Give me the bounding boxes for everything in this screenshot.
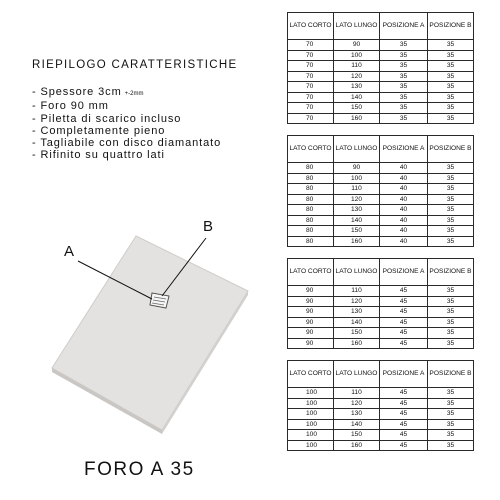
- table-row: [288, 307, 474, 318]
- table-cell: 150: [334, 328, 380, 339]
- table-cell: 100: [288, 430, 334, 441]
- table-cell: 110: [334, 286, 380, 297]
- table-cell: 90: [288, 307, 334, 318]
- dimension-label-b: B: [203, 218, 214, 235]
- table-cell: 45: [380, 338, 428, 349]
- table-cell: 35: [428, 194, 474, 205]
- column-header: LATO LUNGO: [334, 361, 380, 388]
- table-cell: 35: [428, 215, 474, 226]
- table-header-row: [288, 13, 474, 40]
- table-cell: 45: [380, 286, 428, 297]
- table-cell: 45: [380, 409, 428, 420]
- table-cell: 90: [288, 296, 334, 307]
- drain-grate-icon: [150, 293, 169, 308]
- column-header: LATO CORTO: [288, 13, 334, 40]
- column-header: POSIZIONE B: [428, 259, 474, 286]
- table-row: [288, 205, 474, 216]
- table-row: [288, 50, 474, 61]
- table-cell: 120: [334, 398, 380, 409]
- feature-text: - Completamente pieno: [32, 124, 166, 137]
- column-header: POSIZIONE A: [380, 136, 428, 163]
- table-header-row: [288, 136, 474, 163]
- table-row: [288, 338, 474, 349]
- table-cell: 100: [334, 50, 380, 61]
- table-cell: 35: [428, 163, 474, 174]
- feature-tolerance: +-2mm: [124, 91, 144, 97]
- spec-table: [287, 258, 474, 349]
- table-row: [288, 440, 474, 451]
- table-cell: 140: [334, 317, 380, 328]
- feature-text: - Tagliabile con disco diamantato: [32, 137, 222, 150]
- table-cell: 160: [334, 113, 380, 124]
- table-cell: 110: [334, 61, 380, 72]
- table-cell: 130: [334, 307, 380, 318]
- table-row: [288, 226, 474, 237]
- table-row: [288, 82, 474, 93]
- table-cell: 70: [288, 40, 334, 51]
- column-header: LATO LUNGO: [334, 259, 380, 286]
- table-cell: 70: [288, 71, 334, 82]
- table-cell: 35: [428, 226, 474, 237]
- table-cell: 140: [334, 215, 380, 226]
- table-cell: 35: [428, 338, 474, 349]
- table-cell: 80: [288, 173, 334, 184]
- table-cell: 120: [334, 296, 380, 307]
- table-cell: 45: [380, 419, 428, 430]
- table-row: [288, 103, 474, 114]
- table-cell: 35: [428, 317, 474, 328]
- table-cell: 35: [428, 328, 474, 339]
- spec-table: [287, 360, 474, 451]
- table-cell: 100: [334, 173, 380, 184]
- table-cell: 80: [288, 215, 334, 226]
- table-cell: 35: [428, 419, 474, 430]
- table-cell: 35: [428, 409, 474, 420]
- table-cell: 45: [380, 317, 428, 328]
- table-cell: 45: [380, 398, 428, 409]
- table-cell: 130: [334, 82, 380, 93]
- table-header-row: [288, 361, 474, 388]
- table-cell: 40: [380, 163, 428, 174]
- table-cell: 40: [380, 215, 428, 226]
- table-cell: 35: [380, 50, 428, 61]
- column-header: POSIZIONE B: [428, 136, 474, 163]
- table-row: [288, 163, 474, 174]
- table-cell: 140: [334, 92, 380, 103]
- dimension-tables: [287, 12, 473, 462]
- tray-top-surface: [52, 236, 248, 430]
- table-row: [288, 71, 474, 82]
- table-cell: 110: [334, 388, 380, 399]
- table-cell: 70: [288, 82, 334, 93]
- table-cell: 70: [288, 103, 334, 114]
- table-cell: 35: [428, 40, 474, 51]
- table-cell: 70: [288, 50, 334, 61]
- table-cell: 35: [380, 40, 428, 51]
- table-cell: 90: [288, 328, 334, 339]
- table-cell: 35: [428, 388, 474, 399]
- table-cell: 35: [428, 82, 474, 93]
- table-cell: 40: [380, 226, 428, 237]
- table-cell: 100: [288, 409, 334, 420]
- table-cell: 160: [334, 440, 380, 451]
- table-cell: 35: [428, 430, 474, 441]
- table-cell: 45: [380, 296, 428, 307]
- table-cell: 35: [428, 61, 474, 72]
- table-cell: 35: [428, 236, 474, 247]
- table-cell: 35: [428, 205, 474, 216]
- column-header: LATO LUNGO: [334, 13, 380, 40]
- table-cell: 40: [380, 184, 428, 195]
- table-cell: 70: [288, 92, 334, 103]
- table-cell: 35: [380, 82, 428, 93]
- table-cell: 160: [334, 236, 380, 247]
- summary-title: RIEPILOGO CARATTERISTICHE: [32, 59, 238, 71]
- table-cell: 140: [334, 419, 380, 430]
- table-cell: 35: [428, 173, 474, 184]
- table-cell: 40: [380, 236, 428, 247]
- table-cell: 35: [428, 296, 474, 307]
- drain-position-caption: FORO A 35: [84, 459, 195, 480]
- table-cell: 80: [288, 184, 334, 195]
- table-cell: 120: [334, 71, 380, 82]
- table-cell: 100: [288, 419, 334, 430]
- column-header: POSIZIONE A: [380, 13, 428, 40]
- table-cell: 70: [288, 61, 334, 72]
- table-cell: 40: [380, 194, 428, 205]
- table-cell: 150: [334, 103, 380, 114]
- column-header: LATO CORTO: [288, 136, 334, 163]
- table-cell: 80: [288, 163, 334, 174]
- table-cell: 80: [288, 205, 334, 216]
- table-cell: 35: [380, 103, 428, 114]
- table-cell: 80: [288, 194, 334, 205]
- table-cell: 35: [380, 61, 428, 72]
- table-cell: 100: [288, 398, 334, 409]
- column-header: POSIZIONE A: [380, 259, 428, 286]
- column-header: POSIZIONE B: [428, 13, 474, 40]
- table-cell: 35: [380, 113, 428, 124]
- table-row: [288, 328, 474, 339]
- feature-text: - Piletta di scarico incluso: [32, 112, 182, 125]
- table-cell: 35: [428, 92, 474, 103]
- table-cell: 35: [428, 286, 474, 297]
- column-header: POSIZIONE B: [428, 361, 474, 388]
- table-cell: 35: [428, 71, 474, 82]
- table-row: [288, 409, 474, 420]
- table-row: [288, 92, 474, 103]
- table-cell: 90: [288, 286, 334, 297]
- table-row: [288, 286, 474, 297]
- table-cell: 70: [288, 113, 334, 124]
- table-row: [288, 113, 474, 124]
- table-row: [288, 184, 474, 195]
- table-row: [288, 236, 474, 247]
- table-cell: 45: [380, 388, 428, 399]
- feature-text: - Foro 90 mm: [32, 100, 109, 113]
- feature-text: - Rifinito su quattro lati: [32, 149, 165, 162]
- table-row: [288, 388, 474, 399]
- table-cell: 35: [428, 184, 474, 195]
- table-cell: 80: [288, 226, 334, 237]
- table-cell: 150: [334, 226, 380, 237]
- table-row: [288, 40, 474, 51]
- table-header-row: [288, 259, 474, 286]
- table-cell: 45: [380, 440, 428, 451]
- table-row: [288, 173, 474, 184]
- table-row: [288, 398, 474, 409]
- table-cell: 45: [380, 307, 428, 318]
- column-header: LATO LUNGO: [334, 136, 380, 163]
- table-row: [288, 61, 474, 72]
- table-cell: 150: [334, 430, 380, 441]
- table-cell: 90: [334, 40, 380, 51]
- table-row: [288, 296, 474, 307]
- spec-table: [287, 12, 474, 124]
- table-cell: 35: [428, 103, 474, 114]
- table-cell: 35: [428, 440, 474, 451]
- table-cell: 35: [428, 307, 474, 318]
- column-header: LATO CORTO: [288, 361, 334, 388]
- column-header: POSIZIONE A: [380, 361, 428, 388]
- table-cell: 130: [334, 205, 380, 216]
- table-cell: 45: [380, 430, 428, 441]
- table-cell: 40: [380, 205, 428, 216]
- table-cell: 35: [428, 113, 474, 124]
- table-row: [288, 430, 474, 441]
- table-row: [288, 194, 474, 205]
- column-header: LATO CORTO: [288, 259, 334, 286]
- table-cell: 90: [288, 338, 334, 349]
- table-cell: 45: [380, 328, 428, 339]
- feature-text: - Spessore 3cm: [32, 86, 122, 98]
- table-row: [288, 419, 474, 430]
- table-cell: 35: [380, 92, 428, 103]
- table-cell: 35: [380, 71, 428, 82]
- table-cell: 100: [288, 388, 334, 399]
- dimension-label-a: A: [64, 243, 75, 260]
- table-row: [288, 215, 474, 226]
- table-cell: 90: [334, 163, 380, 174]
- table-cell: 160: [334, 338, 380, 349]
- table-cell: 130: [334, 409, 380, 420]
- table-cell: 110: [334, 184, 380, 195]
- table-cell: 100: [288, 440, 334, 451]
- table-cell: 35: [428, 398, 474, 409]
- table-cell: 80: [288, 236, 334, 247]
- table-cell: 35: [428, 50, 474, 61]
- table-row: [288, 317, 474, 328]
- table-cell: 40: [380, 173, 428, 184]
- table-cell: 120: [334, 194, 380, 205]
- spec-table: [287, 135, 474, 247]
- table-cell: 90: [288, 317, 334, 328]
